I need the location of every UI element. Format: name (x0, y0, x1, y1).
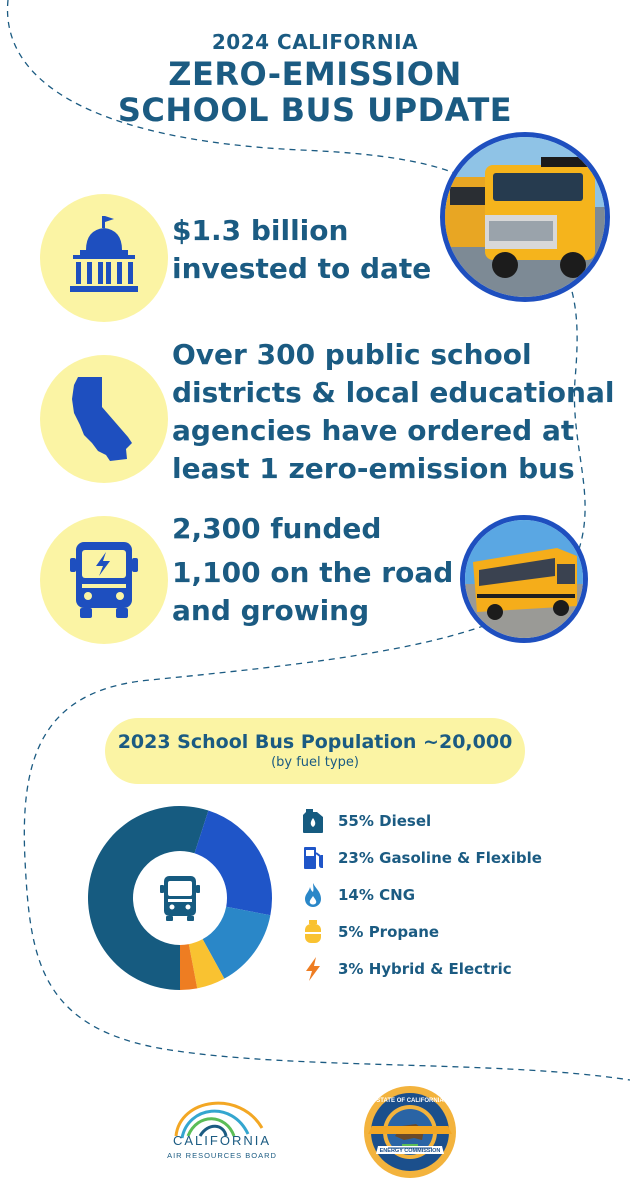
fuel-type-donut-chart (85, 803, 275, 993)
school-bus-photo (460, 515, 588, 643)
svg-text:ENERGY COMMISSION: ENERGY COMMISSION (379, 1148, 441, 1154)
legend-item-propane (300, 919, 439, 945)
carb-subtitle: AIR RESOURCES BOARD (167, 1151, 277, 1160)
legend-item-gasoline (300, 845, 542, 871)
legend-label-diesel: 55% Diesel (338, 812, 432, 830)
header-subtitle: 2024 CALIFORNIA (211, 30, 419, 54)
bus-icon-circle (40, 516, 168, 644)
donut-center-bus-icon (160, 876, 200, 921)
legend-label-hybrid: 3% Hybrid & Electric (338, 960, 512, 978)
legend-item-diesel (300, 808, 431, 834)
donut-slice-gasoline-flexible (195, 811, 272, 916)
legend-label-cng: 14% CNG (338, 886, 415, 904)
carb-name: CALIFORNIA (172, 1133, 271, 1148)
california-icon-circle (40, 355, 168, 483)
stat-districts-line3: agencies have ordered at (172, 414, 575, 447)
stat-districts-line2: districts & local educational (172, 376, 615, 409)
capitol-icon-circle (40, 194, 168, 322)
legend-item-hybrid (300, 956, 512, 982)
legend-item-cng (300, 882, 415, 908)
population-title-box (105, 718, 525, 784)
capitol-building-icon (40, 194, 168, 322)
header-title-line1: ZERO-EMISSION (168, 55, 462, 93)
stat-investment-line2: invested to date (172, 252, 432, 285)
carb-logo (168, 1084, 268, 1180)
legend-label-propane: 5% Propane (338, 923, 440, 941)
energy-commission-seal (360, 1082, 460, 1182)
stat-buses-line2: 1,100 on the road (172, 556, 454, 589)
stat-buses-line3: and growing (172, 594, 370, 627)
stat-investment-line1: $1.3 billion (172, 214, 349, 247)
california-map-icon (40, 355, 168, 483)
electric-bus-icon (40, 516, 168, 644)
flame-icon (302, 882, 324, 908)
gas-pump-icon (302, 845, 324, 871)
population-subtitle: (by fuel type) (271, 755, 359, 770)
stat-buses-line1: 2,300 funded (172, 512, 382, 545)
propane-tank-icon (302, 919, 324, 945)
lightning-icon (302, 956, 324, 982)
stat-districts-line4: least 1 zero-emission bus (172, 452, 575, 485)
electric-school-bus-photo (440, 132, 610, 302)
legend-label-gasoline: 23% Gasoline & Flexible (338, 849, 542, 867)
fuel-can-icon (302, 808, 324, 834)
svg-text:STATE OF CALIFORNIA: STATE OF CALIFORNIA (376, 1098, 444, 1104)
header-title-line2: SCHOOL BUS UPDATE (117, 91, 513, 129)
population-title: 2023 School Bus Population ~20,000 (117, 731, 513, 753)
stat-districts-line1: Over 300 public school (172, 338, 532, 371)
